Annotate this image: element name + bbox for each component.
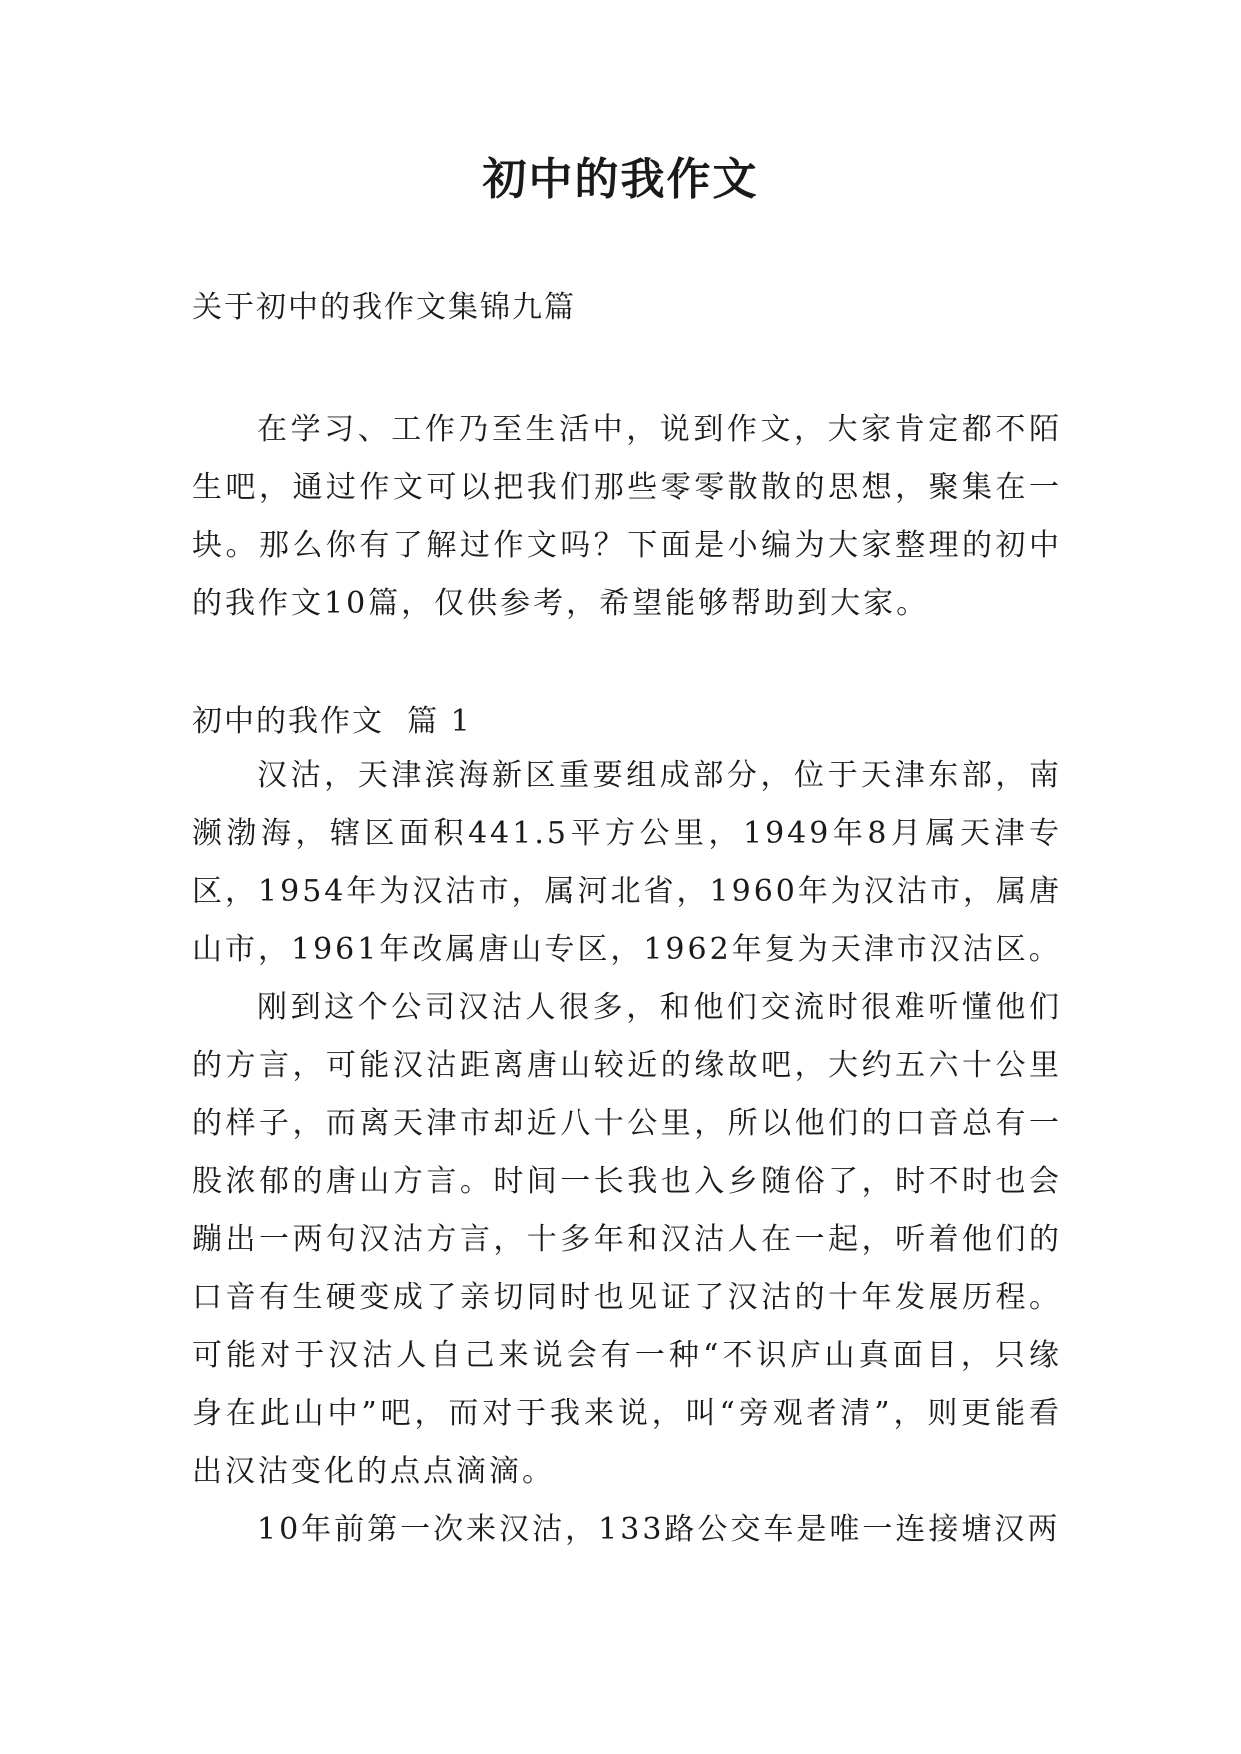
body-paragraph-3: 10年前第一次来汉沽，133路公交车是唯一连接塘汉两 [257,1512,1061,1547]
intro-paragraph: 在学习、工作乃至生活中，说到作文，大家肯定都不陌生吧，通过作文可以把我们那些零零散散的思想，聚集在一块。那么你有了解过作文吗？下面是小编为大家整理的初中的我作文10篇，仅供参考，希望能够帮助到大家。 [192,412,1062,621]
body-paragraph-2: 刚到这个公司汉沽人很多，和他们交流时很难听懂他们的方言，可能汉沽距离唐山较近的缘故吧，大约五六十公里的样子，而离天津市却近八十公里，所以他们的口音总有一股浓郁的唐山方言。时间一长我也入乡随俗了，时不时也会蹦出一两句汉沽方言，十多年和汉沽人在一起，听着他们的口音有生硬变成了亲切同时也见证了汉沽的十年发展历程。可能对于汉沽人自己来说会有一种“不识庐山真面目，只缘身在此山中”吧，而对于我来说，叫“旁观者清”，则更能看出汉沽变化的点点滴滴。 [192,990,1062,1489]
body-paragraph-1: 汉沽，天津滨海新区重要组成部分，位于天津东部，南濒渤海，辖区面积441.5平方公里，1949年8月属天津专区，1954年为汉沽市，属河北省，1960年为汉沽市，属唐山市，1961年改属唐山专区，1962年复为天津市汉沽区。 [192,758,1062,967]
section-heading: 初中的我作文 篇 1 [192,704,472,739]
document-title: 初中的我作文 [482,154,759,205]
document-subtitle: 关于初中的我作文集锦九篇 [192,290,576,325]
